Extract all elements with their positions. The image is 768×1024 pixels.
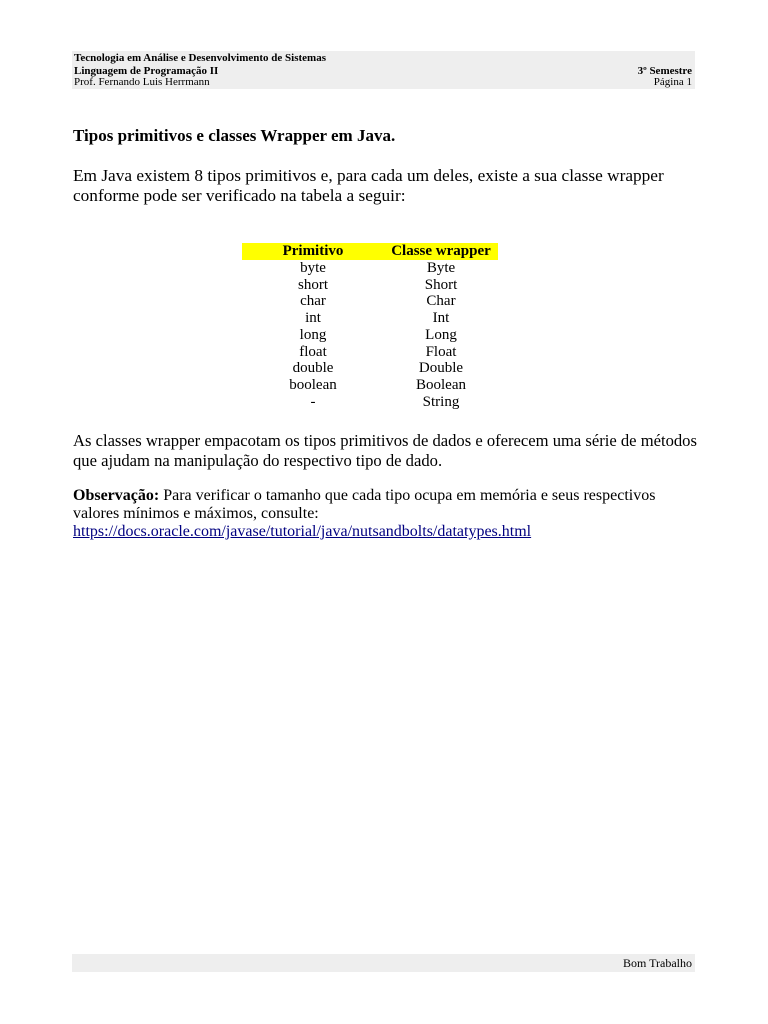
footer-text: Bom Trabalho	[622, 956, 692, 970]
table-row	[242, 260, 498, 277]
table-row	[242, 360, 498, 377]
note-text: Para verificar o tamanho que cada tipo ocupa em memória e seus respectivos valores mínimos e máximos, consulte:	[73, 487, 656, 522]
table-row	[242, 277, 498, 294]
wrapper-cell: String	[422, 393, 460, 410]
primitive-cell: -	[310, 393, 316, 410]
document-title: Tipos primitivos e classes Wrapper em Java.	[73, 126, 396, 145]
table-row	[242, 377, 498, 394]
wrapper-cell: Boolean	[416, 376, 466, 393]
primitive-cell: char	[300, 293, 326, 310]
primitive-cell: long	[299, 326, 327, 343]
professor-name: Prof. Fernando Luis Herrmann	[74, 76, 210, 88]
wrapper-cell: Double	[418, 360, 464, 377]
wrapper-cell: Int	[432, 310, 450, 327]
course-name: Tecnologia em Análise e Desenvolvimento de Sistemas	[74, 52, 326, 64]
semester-label: 3º Semestre	[637, 64, 692, 77]
subject-name: Linguagem de Programação II	[74, 64, 219, 77]
wrapper-table	[242, 243, 498, 410]
wrapper-cell: Short	[424, 276, 458, 293]
wrapper-cell: Float	[425, 343, 457, 360]
wrapper-cell: Byte	[426, 260, 456, 276]
column-header: Primitivo	[242, 243, 384, 260]
wrapper-cell: Char	[426, 293, 456, 310]
explanation-paragraph: As classes wrapper empacotam os tipos primitivos de dados e oferecem uma série de métodos que ajudam na manipulação do respectivo tipo de dado.	[73, 431, 697, 470]
page-number: Página 1	[653, 76, 692, 88]
note-label: Observação:	[73, 487, 160, 504]
primitive-cell: float	[299, 343, 327, 360]
table-row	[242, 394, 498, 411]
page-footer	[72, 954, 695, 972]
intro-paragraph: Em Java existem 8 tipos primitivos e, para cada um deles, existe a sua classe wrapper conforme pode ser verificado na tabela a seguir:	[73, 166, 664, 205]
primitive-cell: byte	[300, 260, 326, 276]
note-paragraph	[73, 487, 703, 541]
table-row	[242, 344, 498, 361]
column-header: Classe wrapper	[384, 243, 498, 260]
oracle-docs-link[interactable]: https://docs.oracle.com/javase/tutorial/java/nutsandbolts/datatypes.html	[73, 523, 532, 540]
primitive-cell: int	[305, 310, 321, 327]
primitive-cell: short	[298, 276, 328, 293]
primitive-cell: double	[292, 360, 334, 377]
page-header	[72, 51, 695, 89]
primitive-cell: boolean	[289, 376, 337, 393]
table-row	[242, 293, 498, 310]
table-header-row	[242, 243, 498, 260]
wrapper-cell: Long	[425, 326, 457, 343]
table-row	[242, 327, 498, 344]
table-row	[242, 310, 498, 327]
